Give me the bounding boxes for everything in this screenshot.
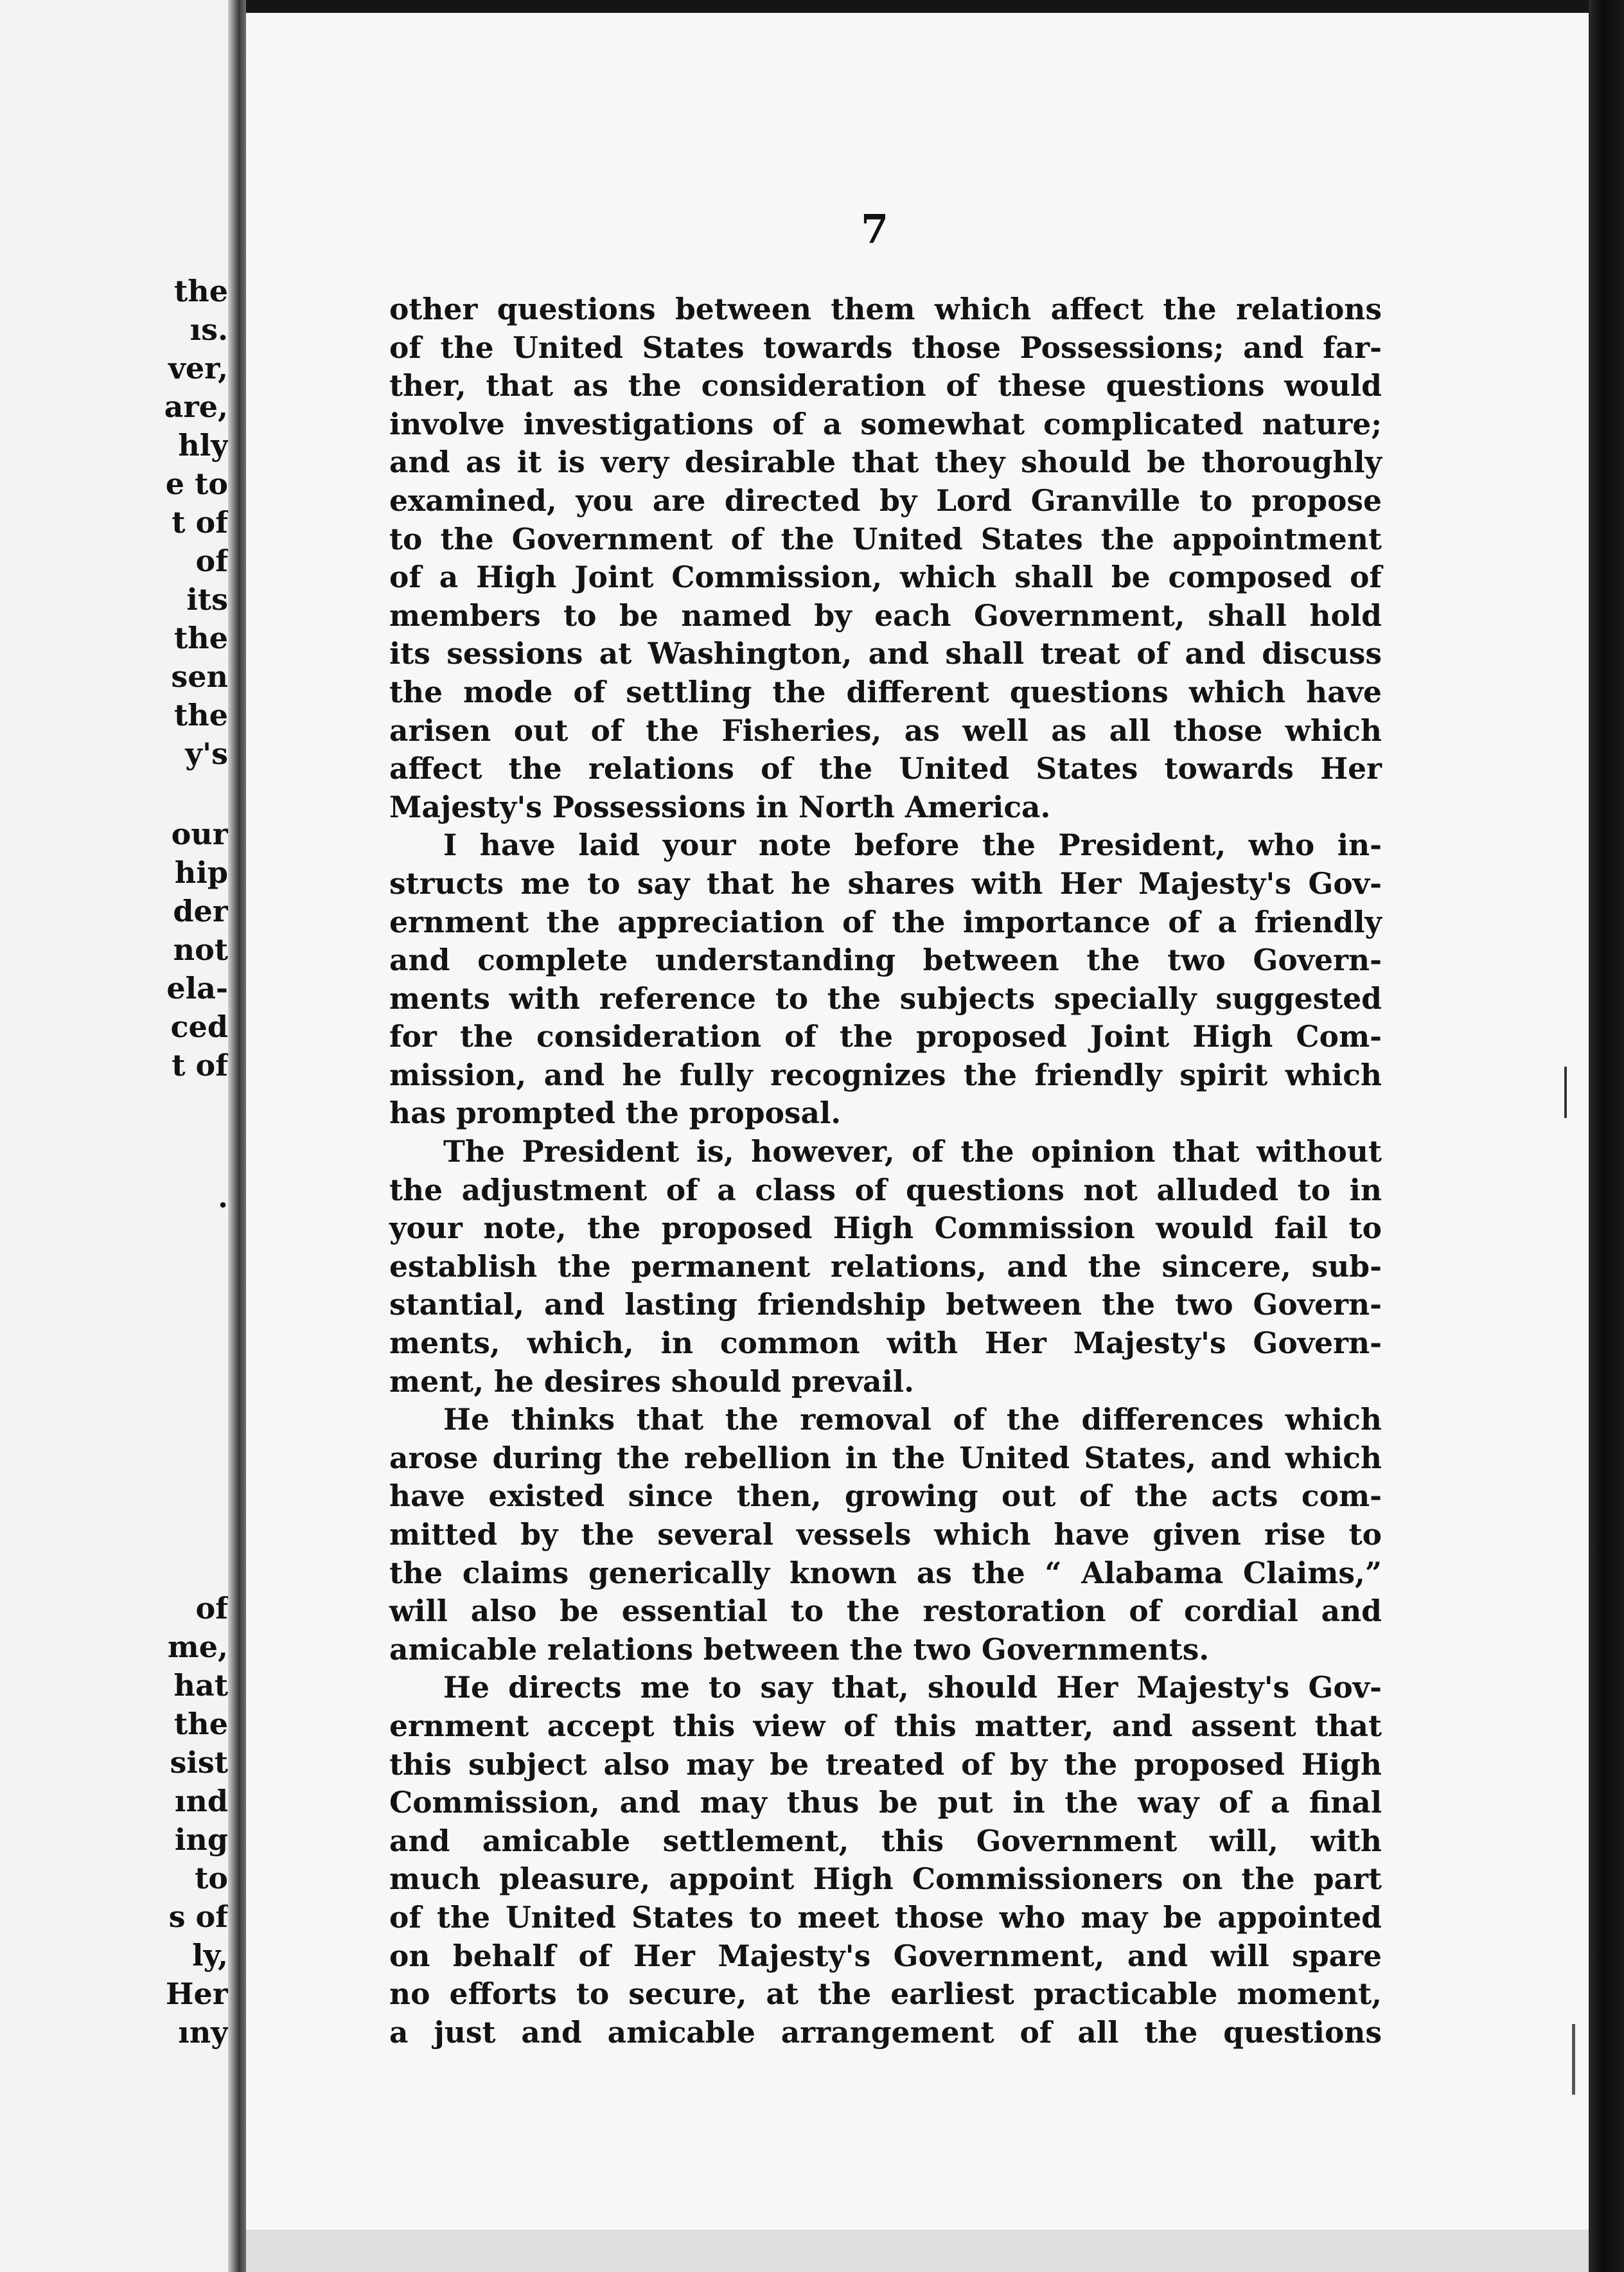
- text-line: other questions between them which affect the relations: [389, 292, 1382, 326]
- left-fragment: its: [186, 582, 228, 617]
- paragraph-first-line: He directs me to say that, should Her Majesty's Gov-: [443, 1670, 1382, 1705]
- left-fragment: Her: [166, 1976, 228, 2011]
- left-fragment: the: [174, 621, 228, 655]
- left-fragment: der: [173, 894, 228, 928]
- book-gutter: [228, 0, 246, 2272]
- left-fragment: hip: [174, 855, 228, 890]
- text-line: your note, the proposed High Commission would fail to: [389, 1211, 1382, 1246]
- left-fragment: hly: [178, 428, 228, 463]
- text-line: establish the permanent relations, and the sincere, sub-: [389, 1248, 1382, 1284]
- left-fragment: e to: [165, 466, 228, 501]
- text-line: of the United States towards those Possessions; and far-: [389, 330, 1382, 365]
- text-line: the claims generically known as the “ Alabama Claims,”: [389, 1555, 1382, 1590]
- left-fragment: ly,: [192, 1938, 228, 1973]
- text-line: the mode of settling the different questions which have: [389, 674, 1382, 709]
- left-fragment: the: [174, 274, 228, 308]
- text-line: ments with reference to the subjects specially suggested: [389, 981, 1382, 1016]
- text-line: on behalf of Her Majesty's Government, and will spare: [389, 1938, 1382, 1973]
- left-fragment: ıs.: [190, 312, 228, 347]
- left-fragment: are,: [164, 389, 228, 424]
- left-fragment: s of: [168, 1899, 228, 1934]
- text-line: ther, that as the consideration of these questions would: [389, 368, 1382, 404]
- text-line: stantial, and lasting friendship between the two Govern-: [389, 1287, 1382, 1322]
- scan-top-edge: [246, 0, 1624, 13]
- text-line: a just and amicable arrangement of all the questions: [389, 2014, 1382, 2050]
- left-fragment: of: [195, 1591, 228, 1626]
- text-line: of a High Joint Commission, which shall be composed of: [389, 560, 1382, 595]
- left-fragment: .: [217, 1180, 228, 1214]
- text-line: has prompted the proposal.: [389, 1096, 842, 1131]
- text-line: Majesty's Possessions in North America.: [389, 789, 1051, 824]
- text-line: no efforts to secure, at the earliest practicable moment,: [389, 1976, 1382, 2012]
- left-fragment: not: [173, 932, 228, 967]
- left-fragment: the: [174, 698, 228, 732]
- left-fragment: y's: [185, 736, 228, 771]
- paragraph-first-line: The President is, however, of the opinion that without: [443, 1134, 1382, 1169]
- text-line: for the consideration of the proposed Joint High Com-: [389, 1019, 1382, 1054]
- text-line: much pleasure, appoint High Commissioners on the part: [389, 1861, 1382, 1897]
- text-line: the adjustment of a class of questions not alluded to in: [389, 1172, 1382, 1207]
- text-line: mitted by the several vessels which have given rise to: [389, 1517, 1382, 1552]
- text-line: ment, he desires should prevail.: [389, 1363, 914, 1399]
- left-fragment: ing: [174, 1822, 228, 1857]
- text-line: have existed since then, growing out of the acts com-: [389, 1478, 1382, 1514]
- text-line: amicable relations between the two Governments.: [389, 1631, 1210, 1667]
- text-line: structs me to say that he shares with Her Majesty's Gov-: [389, 865, 1382, 901]
- page-bottom-edge: [246, 2230, 1589, 2272]
- text-line: ments, which, in common with Her Majesty's Govern-: [389, 1326, 1382, 1361]
- body-text: [389, 290, 1382, 2052]
- text-line: examined, you are directed by Lord Granville to propose: [389, 483, 1382, 518]
- left-page-fragment: [0, 0, 228, 2272]
- left-fragment: ela-: [166, 971, 228, 1006]
- text-line: its sessions at Washington, and shall treat of and discuss: [389, 636, 1382, 671]
- text-line: will also be essential to the restoration of cordial and: [389, 1593, 1382, 1629]
- text-line: arose during the rebellion in the United States, and which: [389, 1440, 1382, 1475]
- text-line: mission, and he fully recognizes the friendly spirit which: [389, 1057, 1382, 1092]
- paragraph-first-line: I have laid your note before the President, who in-: [443, 828, 1382, 863]
- text-line: of the United States to meet those who may be appointed: [389, 1899, 1382, 1935]
- left-fragment: the: [174, 1707, 228, 1741]
- margin-pencil-mark: [1572, 2024, 1575, 2095]
- text-line: members to be named by each Government, shall hold: [389, 598, 1382, 633]
- left-fragment: me,: [168, 1629, 228, 1664]
- left-fragment: ver,: [168, 351, 228, 386]
- left-fragment: ced: [170, 1009, 228, 1044]
- text-line: to the Government of the United States the appointment: [389, 521, 1382, 556]
- page-number: 7: [861, 206, 889, 253]
- text-line: and amicable settlement, this Government will, with: [389, 1823, 1382, 1858]
- text-line: arisen out of the Fisheries, as well as all those which: [389, 713, 1382, 748]
- left-fragment: sist: [170, 1745, 228, 1780]
- left-fragment: sen: [171, 659, 228, 694]
- left-fragment: ıny: [178, 2015, 228, 2050]
- text-line: involve investigations of a somewhat complicated nature;: [389, 406, 1382, 441]
- text-line: affect the relations of the United States towards Her: [389, 751, 1382, 786]
- left-fragment: our: [171, 817, 228, 851]
- text-line: Commission, and may thus be put in the way of a final: [389, 1785, 1382, 1820]
- left-fragment: t of: [172, 505, 228, 540]
- left-fragment: t of: [172, 1048, 228, 1083]
- paragraph-first-line: He thinks that the removal of the differences which: [443, 1402, 1382, 1437]
- text-line: this subject also may be treated of by the proposed High: [389, 1746, 1382, 1782]
- text-line: and complete understanding between the two Govern-: [389, 943, 1382, 978]
- scan-right-edge: [1589, 0, 1624, 2272]
- margin-pencil-mark: [1564, 1067, 1567, 1118]
- left-fragment: hat: [173, 1668, 228, 1703]
- text-line: ernment the appreciation of the importance of a friendly: [389, 904, 1382, 939]
- left-fragment: ınd: [174, 1784, 228, 1818]
- text-line: ernment accept this view of this matter, and assent that: [389, 1708, 1382, 1743]
- left-fragment: to: [195, 1861, 228, 1895]
- text-line: and as it is very desirable that they should be thoroughly: [389, 445, 1382, 480]
- left-fragment: of: [195, 544, 228, 578]
